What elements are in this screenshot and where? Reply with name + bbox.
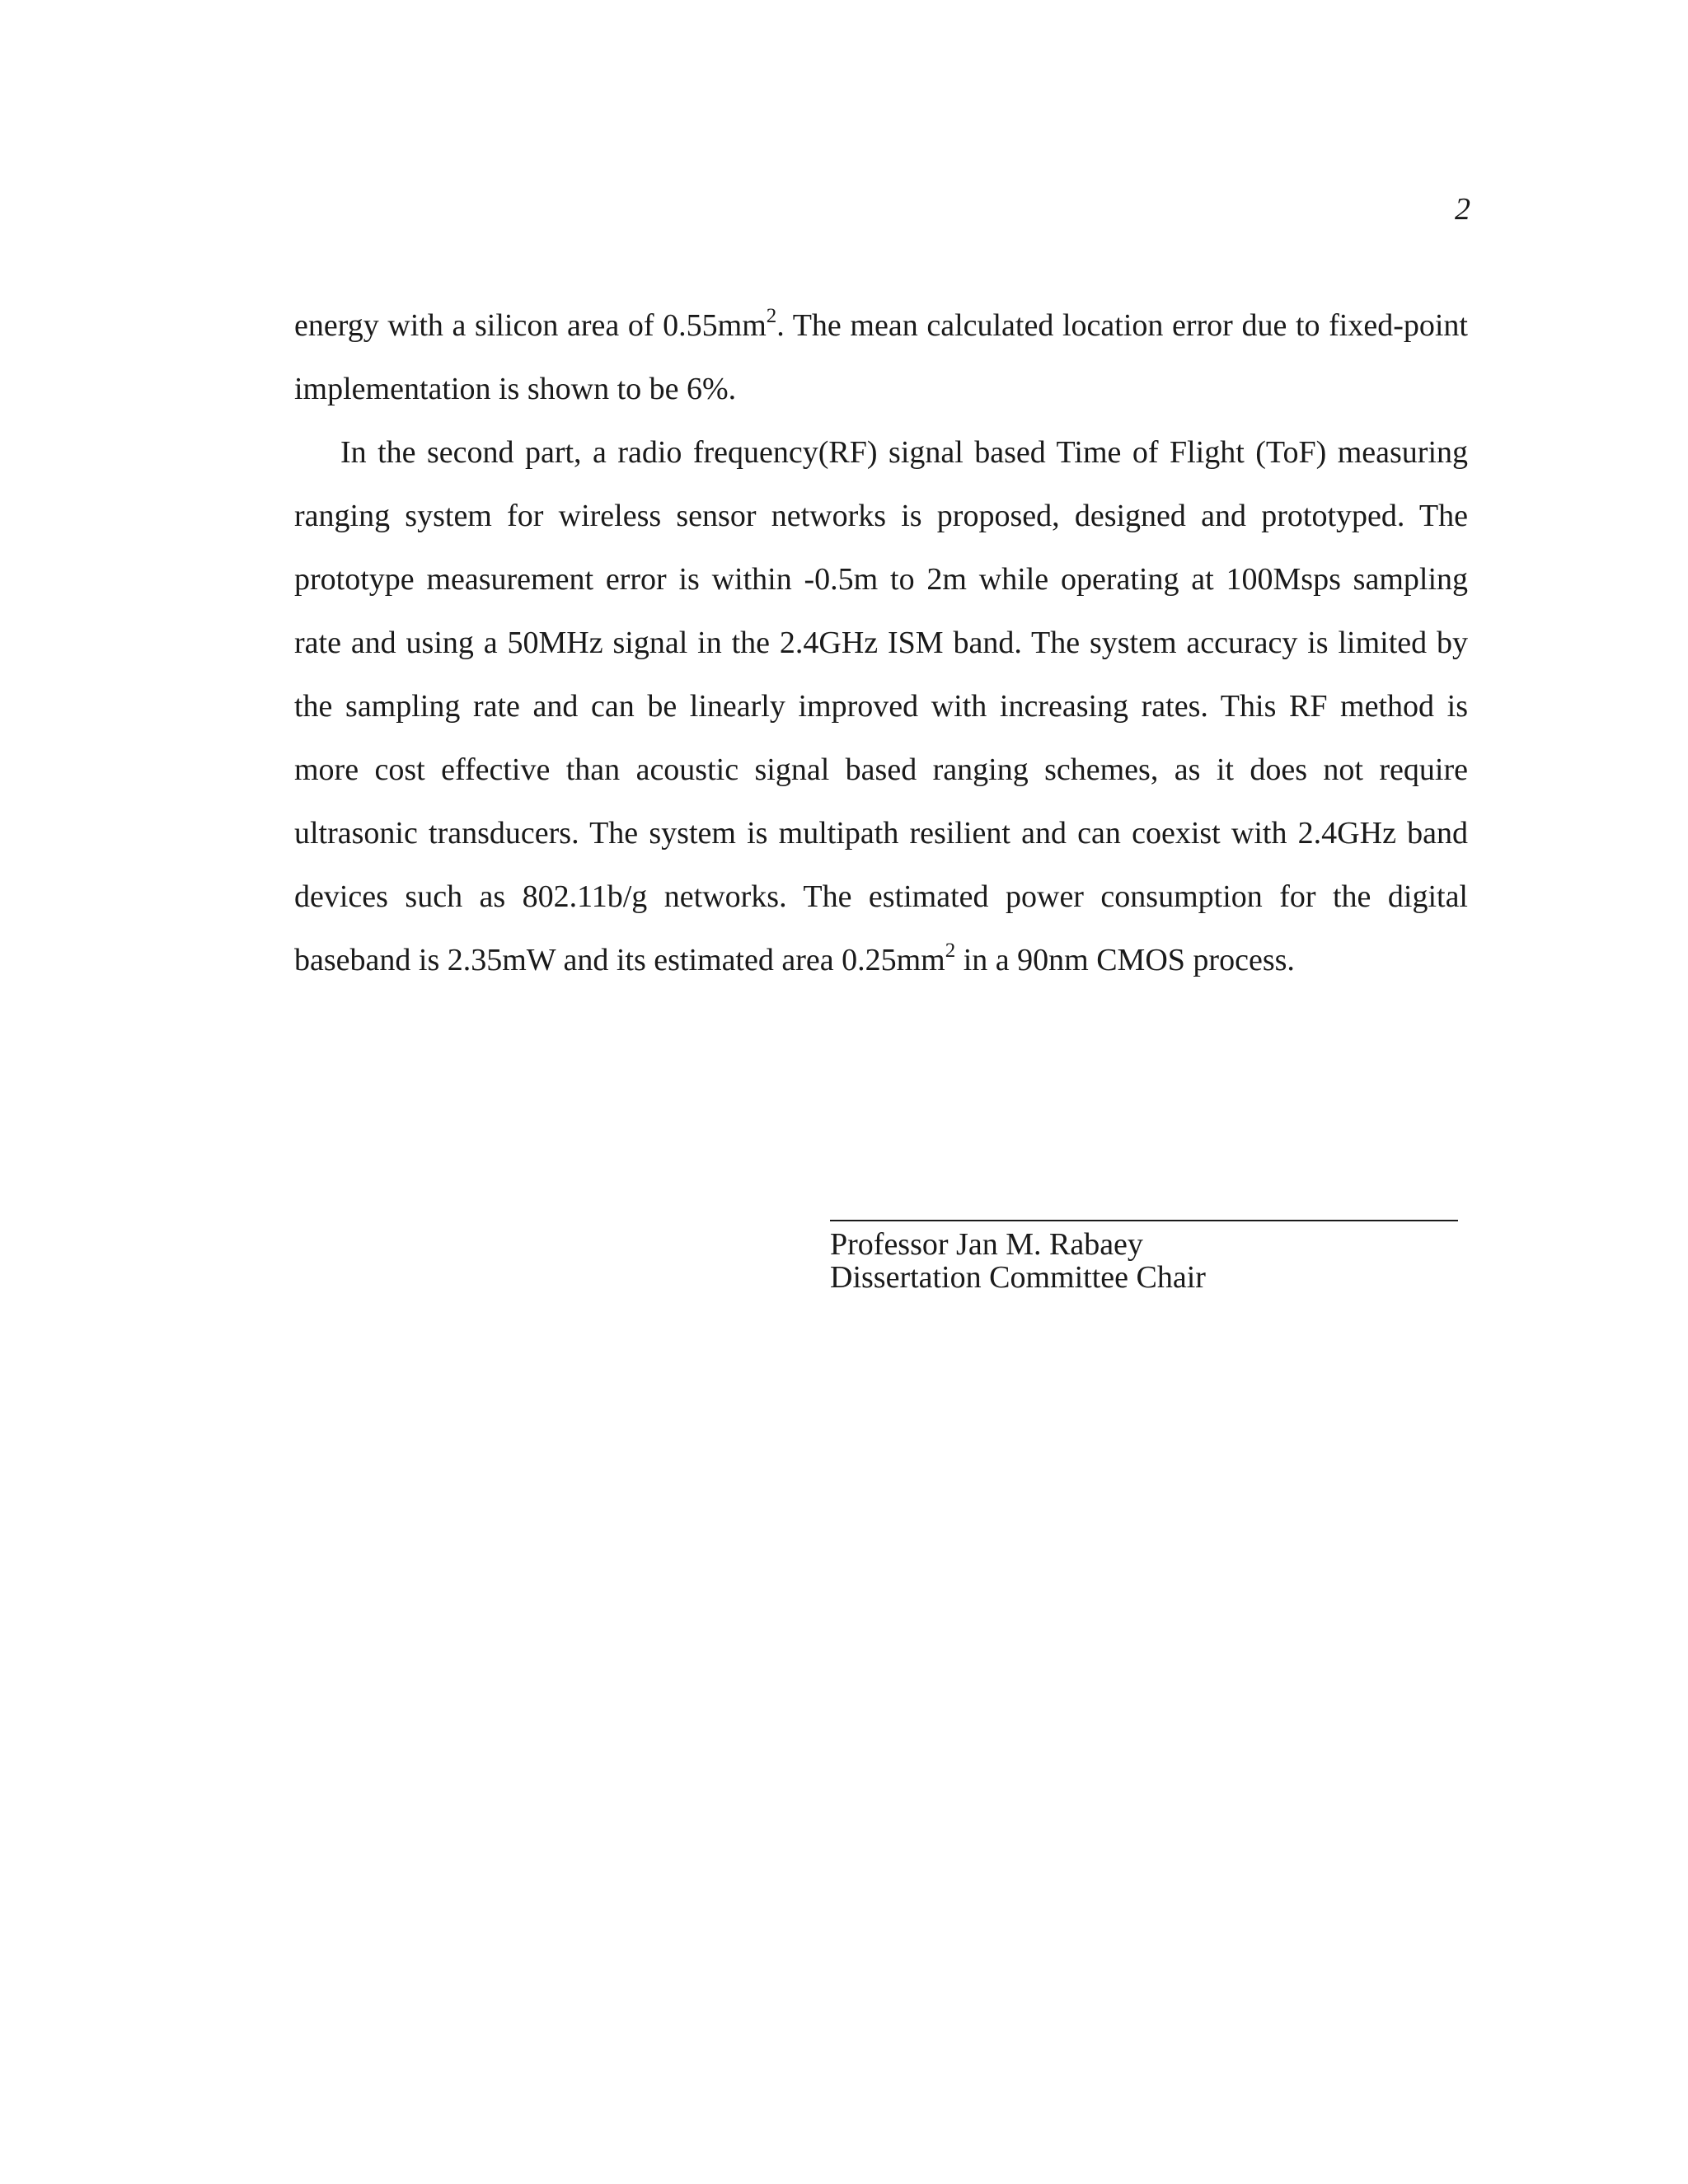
paragraph-text: in a 90nm CMOS process. (955, 943, 1295, 977)
superscript: 2 (766, 305, 777, 328)
page-number: 2 (1455, 192, 1470, 227)
paragraph-text: In the second part, a radio frequency(RF) signal based Time of Flight (ToF) measuring ranging system for wireless sensor networks is proposed, designed and prototyped. The prototype measurement error is within -0.5m to 2m while operating at 100Msps sampling rate and using a 50MHz signal in the 2.4GHz ISM band. The system accuracy is limited by the sampling rate and can be linearly improved with increasing rates. This RF method is more cost effective than acoustic signal based ranging schemes, as it does not require ultrasonic transducers. The system is multipath resilient and can coexist with 2.4GHz band devices such as 802.11b/g networks. The estimated power consumption for the digital baseband is 2.35mW and its estimated area 0.25mm (294, 435, 1468, 977)
signatory-name: Professor Jan M. Rabaey (830, 1227, 1143, 1262)
paragraph-text: . The mean calculated location error due to fixed-point implementation is shown to be 6%. (294, 308, 1468, 406)
paragraph-second-part (294, 421, 1468, 992)
signature-block (830, 1220, 1458, 1294)
paragraph-text: energy with a silicon area of 0.55mm (294, 308, 767, 343)
superscript: 2 (945, 940, 956, 963)
signatory-title: Dissertation Committee Chair (830, 1260, 1206, 1295)
abstract-body (294, 294, 1468, 992)
signature-line (830, 1220, 1458, 1221)
paragraph-continuation (294, 294, 1468, 421)
